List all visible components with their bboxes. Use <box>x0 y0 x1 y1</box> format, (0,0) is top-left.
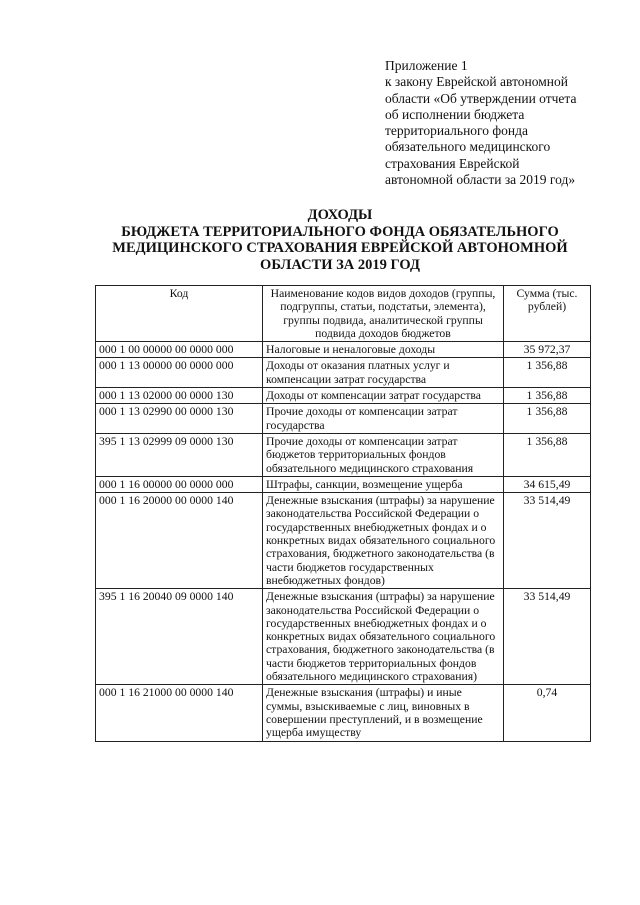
row-sum: 1 356,88 <box>504 404 591 434</box>
row-sum: 34 615,49 <box>504 476 591 492</box>
title-line: БЮДЖЕТА ТЕРРИТОРИАЛЬНОГО ФОНДА ОБЯЗАТЕЛЬНОГО <box>121 223 559 240</box>
appendix-line: Приложение 1 <box>385 58 468 73</box>
row-name: Штрафы, санкции, возмещение ущерба <box>263 476 504 492</box>
row-name: Денежные взыскания (штрафы) и иные суммы, взыскиваемые с лиц, виновных в совершении преступлений, и в возмещение ущерба имуществу <box>263 685 504 741</box>
row-name: Доходы от оказания платных услуг и компенсации затрат государства <box>263 358 504 388</box>
table-row <box>96 358 591 388</box>
appendix-line: об исполнении бюджета <box>385 106 525 122</box>
table-row <box>96 342 591 358</box>
row-name: Денежные взыскания (штрафы) за нарушение законодательства Российской Федерации о государственных внебюджетных фондах и о конкретных видах обязательного социального страхования, бюджетного законодательства (в части бюджетов государственных внебюджетных фондов) <box>263 493 504 589</box>
appendix-note <box>385 58 625 188</box>
title-line: ОБЛАСТИ ЗА 2019 ГОД <box>260 256 420 273</box>
table-header-row <box>96 286 591 342</box>
header-name: Наименование кодов видов доходов (группы, подгруппы, статьи, подстатьи, элемента), группы подвида, аналитической группы подвида доходов бюджетов <box>263 286 504 342</box>
row-code: 000 1 16 00000 00 0000 000 <box>96 476 263 492</box>
row-sum: 1 356,88 <box>504 433 591 476</box>
row-code: 395 1 13 02999 09 0000 130 <box>96 433 263 476</box>
row-code: 000 1 13 02000 00 0000 130 <box>96 388 263 404</box>
title-line: МЕДИЦИНСКОГО СТРАХОВАНИЯ ЕВРЕЙСКОЙ АВТОНОМНОЙ <box>112 240 568 257</box>
table-row <box>96 404 591 434</box>
appendix-line: страхования Еврейской <box>385 155 520 171</box>
row-name: Денежные взыскания (штрафы) за нарушение законодательства Российской Федерации о государственных внебюджетных фондах и о конкретных видах обязательного социального страхования, бюджетного законодательства (в части бюджетов территориальных фондов обязательного медицинского страхования) <box>263 589 504 685</box>
row-code: 000 1 13 02990 00 0000 130 <box>96 404 263 434</box>
appendix-line: обязательного медицинского <box>385 139 551 155</box>
appendix-line: к закону Еврейской автономной <box>385 74 568 90</box>
table-row <box>96 589 591 685</box>
row-code: 000 1 16 21000 00 0000 140 <box>96 685 263 741</box>
table-row <box>96 493 591 589</box>
row-sum: 33 514,49 <box>504 589 591 685</box>
table-row <box>96 388 591 404</box>
row-sum: 1 356,88 <box>504 358 591 388</box>
row-code: 395 1 16 20040 09 0000 140 <box>96 589 263 685</box>
row-name: Прочие доходы от компенсации затрат бюджетов территориальных фондов обязательного медицинского страхования <box>263 433 504 476</box>
table-row <box>96 685 591 741</box>
header-sum: Сумма (тыс. рублей) <box>504 286 591 342</box>
revenue-table <box>95 285 591 742</box>
header-code: Код <box>96 286 263 342</box>
table-row <box>96 433 591 476</box>
row-sum: 35 972,37 <box>504 342 591 358</box>
row-sum: 1 356,88 <box>504 388 591 404</box>
row-name: Налоговые и неналоговые доходы <box>263 342 504 358</box>
row-sum: 33 514,49 <box>504 493 591 589</box>
row-name: Доходы от компенсации затрат государства <box>263 388 504 404</box>
row-sum: 0,74 <box>504 685 591 741</box>
appendix-line: территориального фонда <box>385 123 528 139</box>
row-code: 000 1 00 00000 00 0000 000 <box>96 342 263 358</box>
row-code: 000 1 13 00000 00 0000 000 <box>96 358 263 388</box>
row-name: Прочие доходы от компенсации затрат государства <box>263 404 504 434</box>
appendix-line: автономной области за 2019 год» <box>385 172 576 188</box>
row-code: 000 1 16 20000 00 0000 140 <box>96 493 263 589</box>
title-line: ДОХОДЫ <box>307 207 373 223</box>
document-title <box>60 207 620 273</box>
table-row <box>96 476 591 492</box>
appendix-line: области «Об утверждении отчета <box>385 90 577 106</box>
